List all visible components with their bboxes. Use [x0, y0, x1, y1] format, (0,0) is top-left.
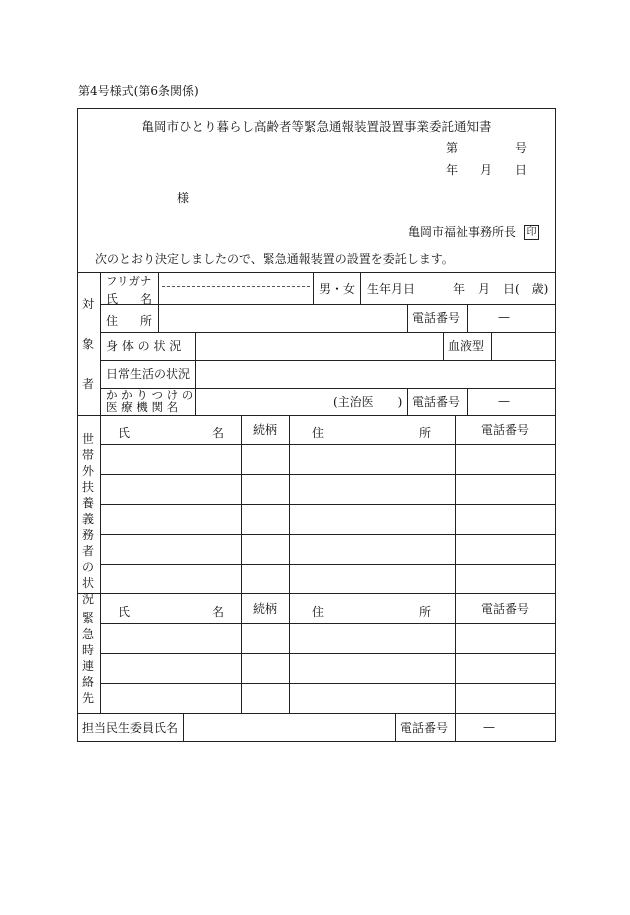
date-month: 月 — [480, 163, 493, 177]
address-label-2: 所 — [139, 314, 152, 328]
date-day: 日 — [515, 163, 528, 177]
address-label — [106, 312, 152, 329]
birth-year: 年 — [453, 282, 466, 296]
blood-type-label: 血液型 — [448, 339, 485, 353]
rule — [491, 332, 492, 360]
rule — [100, 474, 556, 475]
clinic-phone-dash: — — [498, 394, 510, 408]
rule — [395, 713, 396, 742]
emergency-side-label: 緊 急 時 連 絡 先 — [81, 611, 94, 705]
address-label-1: 住 — [106, 314, 119, 328]
rule — [467, 388, 468, 415]
rule — [100, 653, 556, 654]
number-go: 号 — [515, 141, 528, 155]
emergency-header-phone: 電話番号 — [481, 602, 530, 616]
rule — [407, 304, 408, 332]
phone-dash: — — [498, 310, 510, 324]
subject-side-label-3: 者 — [81, 377, 94, 391]
name-label-2: 名 — [139, 292, 152, 306]
rule — [77, 713, 556, 714]
rule — [407, 388, 408, 415]
gender-field: 男・女 — [319, 282, 356, 296]
name-label-1: 氏 — [106, 292, 119, 306]
guardian-header-phone: 電話番号 — [481, 423, 530, 437]
rule — [100, 534, 556, 535]
birth-label: 生年月日 — [367, 282, 416, 296]
rule — [195, 332, 196, 415]
subject-side-label-2: 象 — [81, 337, 94, 351]
furigana-label: フリガナ — [106, 274, 152, 288]
emergency-header-address: 住 所 — [312, 605, 431, 619]
emergency-header-relation: 続柄 — [253, 602, 278, 616]
rule — [158, 304, 159, 332]
birth-day-age: 日( 歳) — [503, 282, 549, 296]
rule — [100, 504, 556, 505]
footer-phone-label: 電話番号 — [400, 721, 449, 735]
guardian-side-label: 世 帯 外 扶 養 義 務 者 の 状 況 — [81, 432, 94, 606]
rule — [183, 713, 184, 742]
rule — [100, 332, 556, 333]
rule — [467, 304, 468, 332]
subject-side-label-1: 対 — [81, 297, 94, 311]
officer-label: 担当民生委員氏名 — [82, 721, 179, 735]
rule — [77, 272, 556, 273]
rule — [77, 593, 556, 594]
emergency-header-name: 氏 名 — [118, 605, 224, 619]
addressee-suffix: 様 — [177, 191, 190, 205]
rule — [100, 304, 556, 305]
guardian-header-name: 氏 名 — [118, 426, 224, 440]
date-year: 年 — [446, 163, 459, 177]
doctor-label: (主治医 ) — [333, 395, 403, 409]
rule — [100, 272, 101, 415]
rule — [443, 332, 444, 360]
rule — [100, 623, 556, 624]
daily-life-label: 日常生活の状況 — [106, 367, 191, 381]
guardian-header-relation: 続柄 — [253, 423, 278, 437]
health-label: 身 体 の 状 況 — [106, 339, 182, 353]
furigana-dashed-line — [162, 286, 310, 287]
phone-label: 電話番号 — [412, 311, 461, 325]
clinic-phone-label: 電話番号 — [412, 395, 461, 409]
seal-box: 印 — [524, 225, 539, 240]
rule — [360, 272, 361, 304]
form-title: 亀岡市ひとり暮らし高齢者等緊急通報装置設置事業委託通知書 — [141, 119, 492, 134]
rule — [100, 683, 556, 684]
rule — [100, 360, 556, 361]
birth-month: 月 — [478, 282, 491, 296]
clinic-label-line1: か か り つ け の — [106, 388, 194, 402]
clinic-label-line2: 医 療 機 関 名 — [106, 400, 179, 414]
rule — [455, 713, 456, 742]
rule — [100, 444, 556, 445]
form-number: 第4号様式(第6条関係) — [78, 84, 199, 98]
rule — [100, 564, 556, 565]
rule — [77, 415, 556, 416]
rule — [313, 272, 314, 304]
guardian-header-address: 住 所 — [312, 426, 431, 440]
issuer: 亀岡市福祉事務所長 — [408, 225, 517, 239]
name-label — [106, 290, 152, 307]
rule — [158, 272, 159, 304]
notice-text: 次のとおり決定しましたので、緊急通報装置の設置を委託します。 — [95, 252, 454, 266]
footer-phone-dash: — — [483, 720, 495, 734]
number-dai: 第 — [446, 141, 459, 155]
